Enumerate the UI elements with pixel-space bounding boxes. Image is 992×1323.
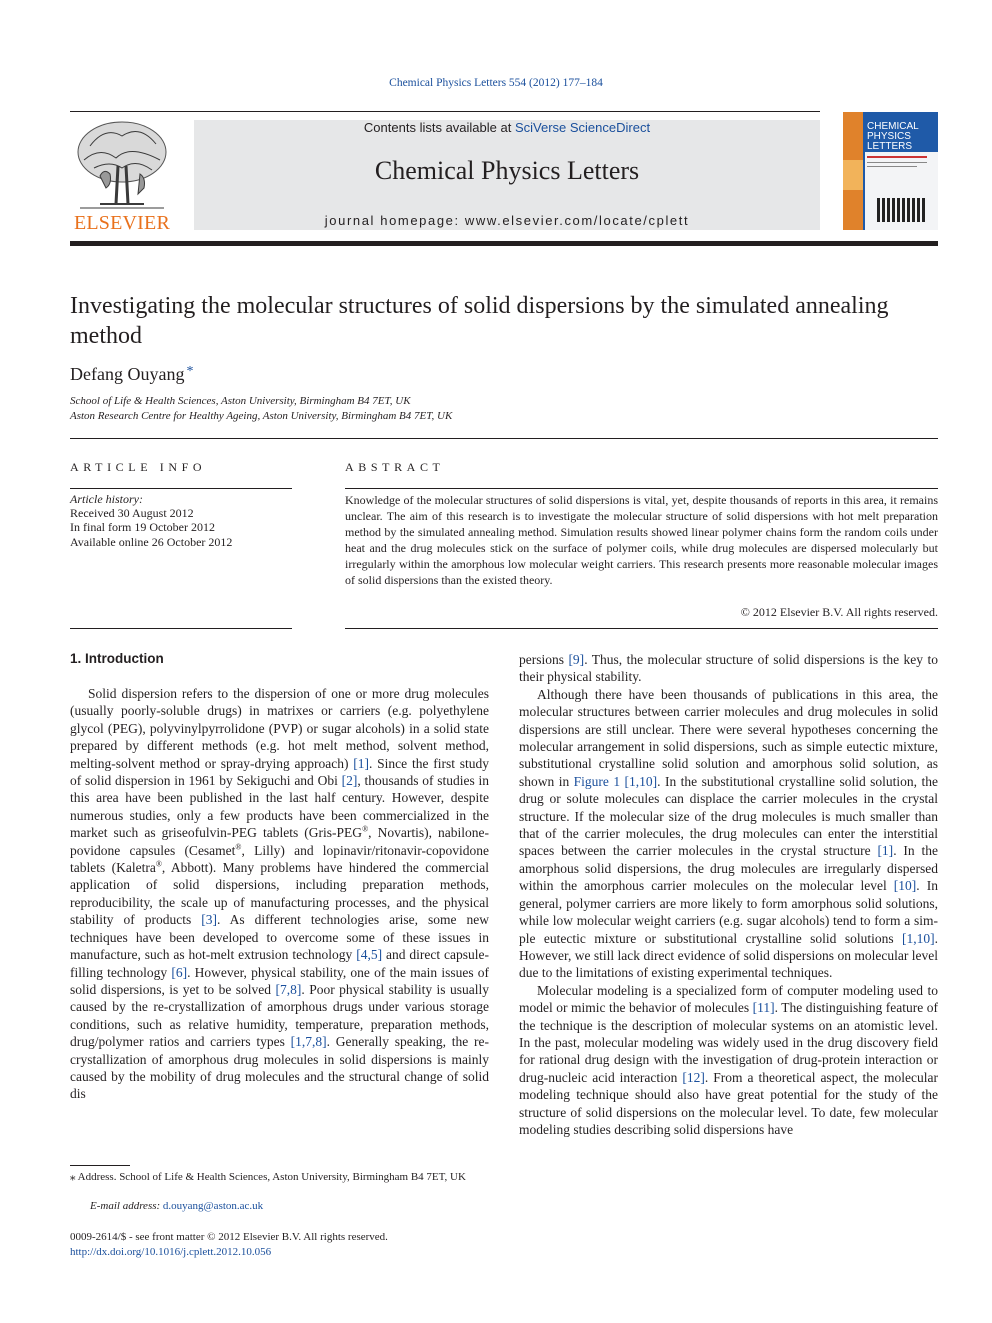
abstract-rule-bottom [345,628,938,629]
contents-prefix: Contents lists available at [363,120,515,135]
journal-cover-image [843,112,938,230]
masthead-band [194,120,820,230]
available-date: Available online 26 October 2012 [70,534,233,549]
citation-link[interactable]: [6] [171,964,188,980]
citation-link[interactable]: [9] [568,652,585,667]
citation-link[interactable]: [1,10] [624,773,658,789]
contents-line [194,120,820,135]
body-column-left [70,685,489,1103]
citation-link[interactable]: [1,7,8] [290,1034,327,1050]
citation-link[interactable]: [12] [682,1069,705,1085]
header-rule [70,111,820,112]
citation-link[interactable]: [10] [893,878,917,894]
doi-link[interactable]: http://dx.doi.org/10.1016/j.cplett.2012.10.056 [70,1246,272,1259]
history-label: Article history: [70,492,143,506]
affiliation: Aston Research Centre for Healthy Ageing, Aston University, Birmingham B4 7ET, UK [70,410,453,422]
footnote-email [90,1200,263,1212]
citation-link[interactable]: [1] [877,843,894,859]
masthead-thick-rule [70,241,938,246]
citation-link[interactable]: [4,5] [356,947,383,963]
corresponding-author-mark[interactable]: * [186,364,194,379]
cover-title-line: CHEMICAL [867,121,919,132]
section-heading-introduction: 1. Introduction [70,651,164,666]
received-date: Received 30 August 2012 [70,506,194,521]
publisher-logo-text: ELSEVIER [73,212,171,234]
email-label: E-mail address: [90,1200,161,1212]
footnote-mark: ⁎ [70,1171,76,1183]
article-title: Investigating the molecular structures of solid dispersions by the simulated annealing method [70,293,889,349]
article-info-rule [70,488,292,489]
paragraph: Solid dispersion refers to the dispersion of one or more drug molecules (usually poorly-soluble drugs) in matrixes or carriers (e.g. polyethylene glycol (PEG), polyvinylpyrrolidone (PVP) or sugar alcohols) in a solid state prepared by different methods (e.g. hot melt method, solvent method, melting-solvent method or spray-drying approach) [1]. Since the first study of solid dispersion in 1961 by Sekiguchi and Obi [2], thousands of studies in this area have been published in the last half century. However, despite numerous studies, only a few products have been commercialized in the market such as griseofulvin-PEG tablets (Gris-PEG®, Novartis), nabilone-povidone capsules (Cesamet®, Lilly) and lopinavir/ritonavir-copovidone tablets (Kaletra®, Abbott). Many problems have hindered the commercial application of solid dispersions, including preparation methods, reproducibility, the scale up of manufacturing processes, and the physical stability of products [3]. As different technologies arise, some new techniques have been developed to overcome some of these issues in manufacture, such as hot-melt extrusion technology [4,5] and direct capsule-filling technology [6]. However, physical stability, one of the main issues of solid dispersions, is yet to be solved [7,8]. Poor physical stability is usually caused by the re-crystallization of amorphous drugs under various storage conditions, such as relative humidity, temperature, preparation methods, drug/polymer ratios and carriers types [1,7,8]. Generally speaking, the re-crystallization of amorphous drug molecules in solid dispersions is mainly caused by the mobility of drug molecules and the structural change of solid dis [70,686,490,1102]
title-rule [70,438,938,439]
citation-link[interactable]: [11] [752,1000,775,1016]
paragraph: persions [9]. Thus, the molecular structure of solid dispersions is the key to their physical stability. [519,652,938,685]
final-form-date: In final form 19 October 2012 [70,520,215,535]
page-footer [70,1230,388,1260]
affiliation: School of Life & Health Sciences, Aston University, Birmingham B4 7ET, UK [70,395,411,407]
citation-link[interactable]: [7,8] [275,981,302,997]
citation-link[interactable]: [1,10] [902,930,935,946]
author-line [70,364,193,385]
body-column-right [519,651,938,1138]
copyright: © 2012 Elsevier B.V. All rights reserved. [740,605,938,619]
journal-name: Chemical Physics Letters [374,156,640,185]
email-link[interactable]: d.ouyang@aston.ac.uk [162,1200,264,1212]
sciencedirect-link[interactable]: SciVerse ScienceDirect [514,120,651,135]
issn-line: 0009-2614/$ - see front matter © 2012 Elsevier B.V. All rights reserved. [70,1231,388,1243]
footnote-rule [70,1165,130,1166]
citation-link[interactable]: [1] [353,755,370,771]
figure-link[interactable]: Figure 1 [573,773,621,789]
abstract-rule [345,488,938,489]
journal-citation[interactable]: Chemical Physics Letters 554 (2012) 177–184 [389,77,603,89]
article-info-heading: ARTICLE INFO [70,460,207,474]
paragraph: Molecular modeling is a specialized form of computer modeling used to model or mimic the behavior of molecules [11]. The distinguishing feature of the technique is the description of molecular systems on an atomistic level. In the past, molecular modeling was widely used in the drug discovery field for rational drug design with the investigation of drug-protein interaction or drug-nucleic acid interaction [12]. From a theoretical aspect, the molecular modeling technique should also have great potential for the study of the structure of solid dispersions on the molecular level. To date, few molecular modeling studies describing solid dispersions have [519,982,939,1137]
author-name: Defang Ouyang [70,364,185,384]
article-info-rule-bottom [70,628,292,629]
cover-title-line: LETTERS [867,141,913,152]
abstract-heading: ABSTRACT [345,460,445,474]
journal-homepage[interactable]: journal homepage: www.elsevier.com/locate/cplett [324,213,690,228]
citation-link[interactable]: [2] [341,773,358,789]
citation-link[interactable]: [3] [201,912,218,928]
cover-title [867,122,919,152]
footnote-address: ⁎ Address. School of Life & Health Sciences, Aston University, Birmingham B4 7ET, UK [70,1171,466,1183]
cover-title-line: PHYSICS [867,131,911,142]
paragraph: Although there have been thousands of publications in this area, the molecular structures between carrier molecules and drug molecules in solid dispersions are still unclear. There were several hypotheses concerning the molecular arrangement in solid dispersions, such as simple eutectic mixture, substitutional crystalline solid solution and amorphous solid solution, as shown in Figure 1 [1,10]. In the substitutional crystalline solid solution, the drug or solute molecules can displace the carrier molecules in the crystal structure. If the molecular size of the drug molecules is much smaller than that of the carrier molecules, the drug molecules can enter the interstitial spaces between the carrier molecules in the crystal structure [1]. In the amorphous solid dispersions, the drug molecules are irregularly dispersed within the amorphous carrier molecules on the molecular level [10]. In general, polymer carriers are more likely to form amorphous solid solutions, while low molecular weight carriers (e.g. sugar alcohols) tend to form a simple eutectic mixture or substitutional crystalline solid solutions [1,10]. However, we still lack direct evidence of solid dispersions on molecular level due to the limitations of existing experimental techniques. [519,686,938,981]
abstract-text: Knowledge of the molecular structures of solid dispersions is vital, yet, despite thousands of reports in this area, it remains unclear. The aim of this research is to investigate the molecular structure of solid dispersions with hot melt preparation method by the simulated annealing method. Simulation results showed linear polymer chains form the random coils under heat and the drug molecules stick on the surface of polymer coils, while drug molecules are dispersed molecularly but irregularly within the amorphous low molecular weight carriers. This research presents more reasonable molecular images of solid dispersions than the existed theory. [345,493,938,587]
article-history [70,492,232,549]
